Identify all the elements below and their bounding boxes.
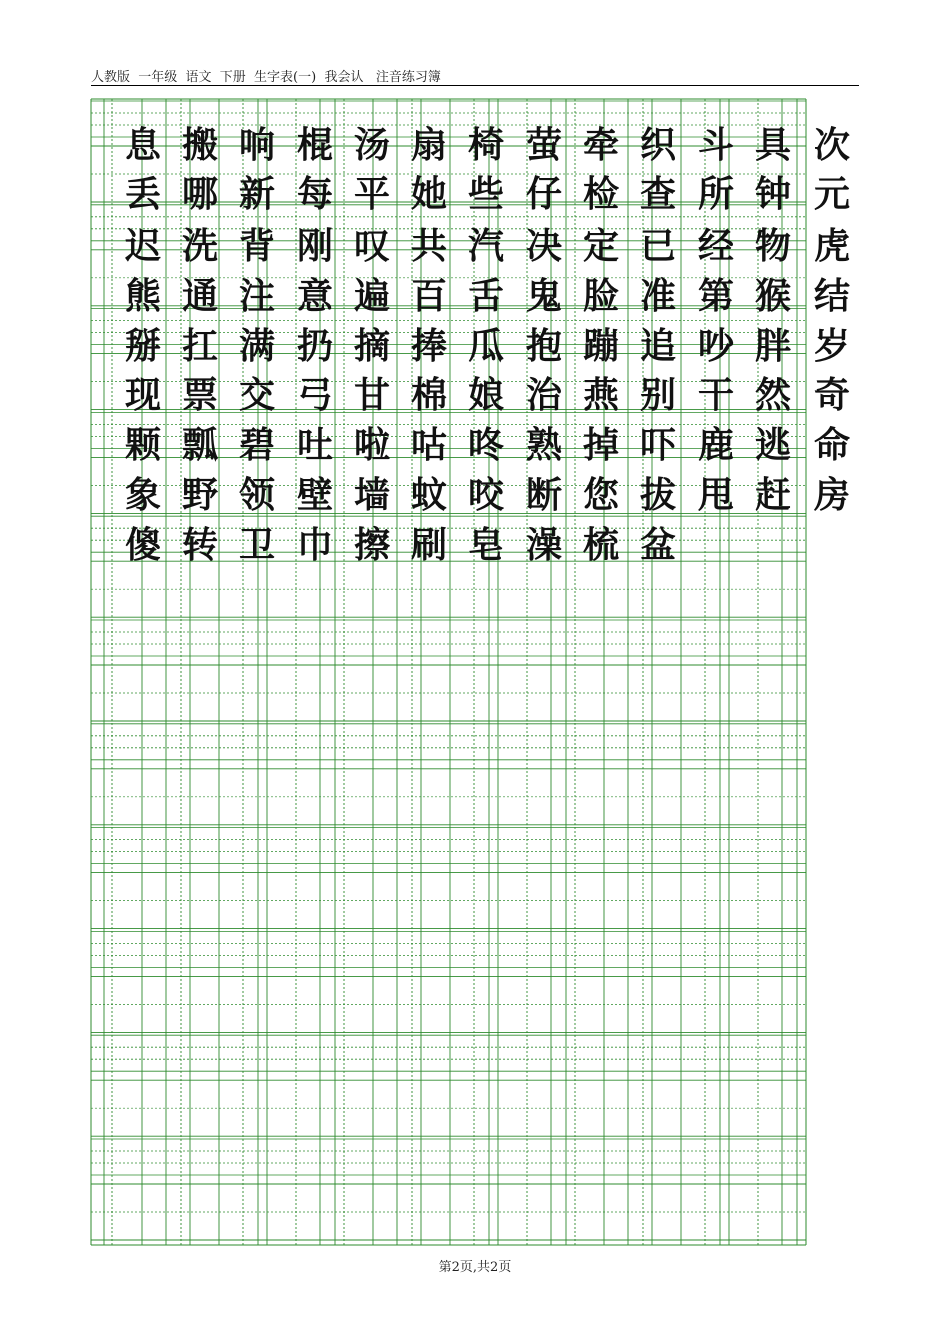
character-cell: 扛 — [181, 326, 218, 367]
character-cell: 颗 — [124, 425, 161, 466]
character-cell: 次 — [813, 125, 850, 166]
character-cell: 甩 — [697, 475, 734, 516]
character-cell: 野 — [181, 475, 218, 516]
character-cell: 经 — [697, 226, 734, 267]
character-cell: 拔 — [639, 475, 676, 516]
character-cell: 织 — [639, 125, 676, 166]
character-cell: 刷 — [410, 525, 447, 566]
character-cell: 咬 — [467, 475, 504, 516]
character-cell: 叹 — [353, 226, 390, 267]
character-cell: 准 — [639, 276, 676, 317]
character-cell: 检 — [582, 174, 619, 215]
character-cell: 所 — [697, 174, 734, 215]
character-cell: 咕 — [410, 425, 447, 466]
character-cell: 搬 — [181, 125, 218, 166]
character-cell: 舌 — [467, 276, 504, 317]
character-cell: 瓢 — [181, 425, 218, 466]
character-cell: 背 — [238, 226, 275, 267]
character-cell: 胖 — [754, 326, 791, 367]
character-cell: 吵 — [697, 326, 734, 367]
character-cell: 意 — [296, 276, 333, 317]
character-cell: 领 — [238, 475, 275, 516]
character-cell: 元 — [813, 174, 850, 215]
character-cell: 转 — [181, 525, 218, 566]
character-cell: 弓 — [296, 375, 333, 416]
character-cell: 扔 — [296, 326, 333, 367]
character-cell: 傻 — [124, 525, 161, 566]
character-cell: 然 — [754, 375, 791, 416]
character-cell: 汽 — [467, 226, 504, 267]
character-cell: 甘 — [353, 375, 390, 416]
character-cell: 鹿 — [697, 425, 734, 466]
character-cell: 汤 — [353, 125, 390, 166]
character-cell: 钟 — [754, 174, 791, 215]
character-cell: 梳 — [582, 525, 619, 566]
character-cell: 具 — [754, 125, 791, 166]
character-cell: 抱 — [525, 326, 562, 367]
character-cell: 棉 — [410, 375, 447, 416]
character-cell: 她 — [410, 174, 447, 215]
character-cell: 斗 — [697, 125, 734, 166]
character-cell: 哪 — [181, 174, 218, 215]
character-cell: 决 — [525, 226, 562, 267]
character-cell: 仔 — [525, 174, 562, 215]
character-cell: 皂 — [467, 525, 504, 566]
character-cell: 共 — [410, 226, 447, 267]
character-cell: 物 — [754, 226, 791, 267]
character-cell: 治 — [525, 375, 562, 416]
character-cell: 掰 — [124, 326, 161, 367]
character-cell: 已 — [639, 226, 676, 267]
character-cell: 交 — [238, 375, 275, 416]
character-cell: 牵 — [582, 125, 619, 166]
character-cell: 吓 — [639, 425, 676, 466]
character-cell: 椅 — [467, 125, 504, 166]
character-cell: 息 — [124, 125, 161, 166]
page-footer: 第2页,共2页 — [438, 1260, 512, 1275]
character-cell: 命 — [813, 425, 850, 466]
character-cell: 别 — [639, 375, 676, 416]
character-cell: 结 — [813, 276, 850, 317]
character-cell: 赶 — [754, 475, 791, 516]
character-cell: 燕 — [582, 375, 619, 416]
character-cell: 吐 — [296, 425, 333, 466]
character-cell: 猴 — [754, 276, 791, 317]
character-cell: 熊 — [124, 276, 161, 317]
character-cell: 迟 — [124, 226, 161, 267]
character-cell: 掉 — [582, 425, 619, 466]
character-cell: 卫 — [238, 525, 275, 566]
character-cell: 丢 — [124, 174, 161, 215]
character-cell: 些 — [467, 174, 504, 215]
character-cell: 每 — [296, 174, 333, 215]
character-cell: 鬼 — [525, 276, 562, 317]
character-cell: 刚 — [296, 226, 333, 267]
character-cell: 摘 — [353, 326, 390, 367]
character-cell: 奇 — [813, 375, 850, 416]
character-cell: 注 — [238, 276, 275, 317]
character-cell: 遍 — [353, 276, 390, 317]
character-cell: 脸 — [582, 276, 619, 317]
character-cell: 澡 — [525, 525, 562, 566]
character-cell: 啦 — [353, 425, 390, 466]
character-cell: 现 — [124, 375, 161, 416]
character-cell: 墙 — [353, 475, 390, 516]
character-cell: 蚊 — [410, 475, 447, 516]
character-cell: 百 — [410, 276, 447, 317]
character-cell: 盆 — [639, 525, 676, 566]
character-cell: 追 — [639, 326, 676, 367]
character-cell: 捧 — [410, 326, 447, 367]
character-cell: 碧 — [238, 425, 275, 466]
character-cell: 响 — [238, 125, 275, 166]
character-cell: 满 — [238, 326, 275, 367]
character-cell: 定 — [582, 226, 619, 267]
character-cell: 通 — [181, 276, 218, 317]
character-cell: 擦 — [353, 525, 390, 566]
character-cell: 新 — [238, 174, 275, 215]
character-cell: 您 — [582, 475, 619, 516]
character-cell: 蹦 — [582, 326, 619, 367]
character-cell: 岁 — [813, 326, 850, 367]
character-cell: 平 — [353, 174, 390, 215]
character-cell: 咚 — [467, 425, 504, 466]
character-cell: 萤 — [525, 125, 562, 166]
character-cell: 票 — [181, 375, 218, 416]
character-cell: 第 — [697, 276, 734, 317]
character-cell: 房 — [813, 475, 850, 516]
character-cell: 查 — [639, 174, 676, 215]
character-cell: 棍 — [296, 125, 333, 166]
character-cell: 干 — [697, 375, 734, 416]
character-cell: 洗 — [181, 226, 218, 267]
character-cell: 壁 — [296, 475, 333, 516]
character-cell: 扇 — [410, 125, 447, 166]
character-cell: 逃 — [754, 425, 791, 466]
character-cell: 瓜 — [467, 326, 504, 367]
character-cell: 巾 — [296, 525, 333, 566]
character-cell: 熟 — [525, 425, 562, 466]
page-header-title: 人教版 一年级 语文 下册 生字表(一) 我会认 注音练习簿 — [91, 70, 441, 85]
character-cell: 断 — [525, 475, 562, 516]
character-cell: 娘 — [467, 375, 504, 416]
character-cell: 虎 — [813, 226, 850, 267]
character-cell: 象 — [124, 475, 161, 516]
